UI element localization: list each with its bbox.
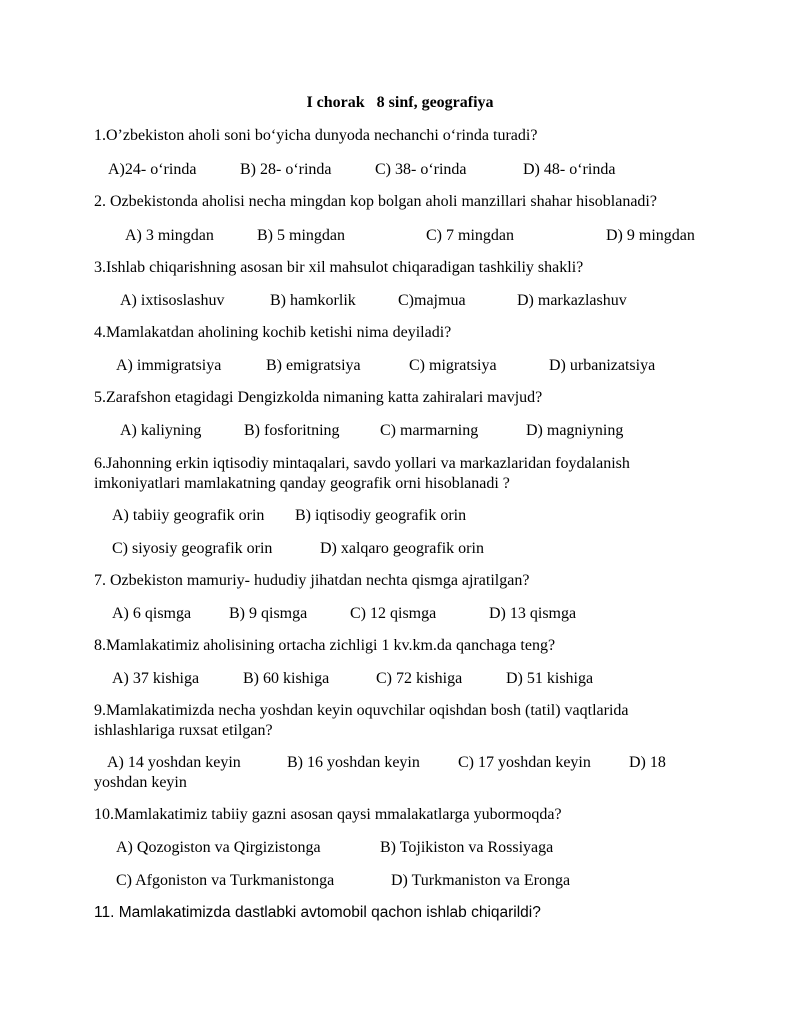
q3-option-c: C)majmua xyxy=(398,292,466,309)
q10-option-c: C) Afgoniston va Turkmanistonga xyxy=(116,872,335,889)
q4-option-d: D) urbanizatsiya xyxy=(549,357,656,374)
question-2: 2. Ozbekistonda aholisi necha mingdan kop bolgan aholi manzillari shahar hisoblanadi? xyxy=(94,193,657,210)
q10-option-b: B) Tojikiston va Rossiyaga xyxy=(380,839,554,856)
q2-option-a: A) 3 mingdan xyxy=(125,227,214,244)
q5-option-a: A) kaliyning xyxy=(120,422,202,439)
q6-option-d: D) xalqaro geografik orin xyxy=(320,540,484,557)
q9-option-d: D) 18 xyxy=(629,754,666,771)
question-1: 1.O’zbekiston aholi soni bo‘yicha dunyoda nechanchi o‘rinda turadi? xyxy=(94,127,538,144)
q7-option-d: D) 13 qismga xyxy=(489,605,577,622)
q5-option-c: C) marmarning xyxy=(380,422,479,439)
question-3: 3.Ishlab chiqarishning asosan bir xil mahsulot chiqaradigan tashkiliy shakli? xyxy=(94,259,584,276)
question-7: 7. Ozbekiston mamuriy- hududiy jihatdan nechta qismga ajratilgan? xyxy=(94,572,530,589)
question-4: 4.Mamlakatdan aholining kochib ketishi nima deyiladi? xyxy=(94,324,452,341)
q4-option-c: C) migratsiya xyxy=(409,357,497,374)
q9-option-c: C) 17 yoshdan keyin xyxy=(458,754,591,771)
question-9: 9.Mamlakatimizda necha yoshdan keyin oquvchilar oqishdan bosh (tatil) vaqtlarida ishlashlariga ruxsat etilgan? xyxy=(94,702,629,739)
q4-option-b: B) emigratsiya xyxy=(266,357,361,374)
q6-option-c: C) siyosiy geografik orin xyxy=(112,540,273,557)
q2-option-b: B) 5 mingdan xyxy=(257,227,345,244)
q8-option-b: B) 60 kishiga xyxy=(243,670,330,687)
q4-option-a: A) immigratsiya xyxy=(116,357,222,374)
q1-option-a: A)24- o‘rinda xyxy=(108,161,197,178)
q8-option-d: D) 51 kishiga xyxy=(506,670,594,687)
q5-option-d: D) magniyning xyxy=(526,422,624,439)
q1-option-b: B) 28- o‘rinda xyxy=(240,161,332,178)
question-8: 8.Mamlakatimiz aholisining ortacha zichligi 1 kv.km.da qanchaga teng? xyxy=(94,637,556,654)
q9-option-a: A) 14 yoshdan keyin xyxy=(107,754,241,771)
question-5: 5.Zarafshon etagidagi Dengizkolda nimaning katta zahiralari mavjud? xyxy=(94,389,543,406)
q9-option-d-continued: yoshdan keyin xyxy=(94,774,187,791)
q6-option-a: A) tabiiy geografik orin xyxy=(112,507,265,524)
q3-option-b: B) hamkorlik xyxy=(270,292,356,309)
question-10: 10.Mamlakatimiz tabiiy gazni asosan qaysi mmalakatlarga yubormoqda? xyxy=(94,806,562,823)
q1-option-c: C) 38- o‘rinda xyxy=(375,161,467,178)
q7-option-b: B) 9 qismga xyxy=(229,605,308,622)
q2-option-d: D) 9 mingdan xyxy=(606,227,695,244)
q10-option-a: A) Qozogiston va Qirgizistonga xyxy=(116,839,321,856)
q1-option-d: D) 48- o‘rinda xyxy=(523,161,616,178)
q9-option-b: B) 16 yoshdan keyin xyxy=(287,754,420,771)
q10-option-d: D) Turkmaniston va Eronga xyxy=(391,872,571,889)
q5-option-b: B) fosforitning xyxy=(244,422,340,439)
page-title: I chorak 8 sinf, geografiya xyxy=(306,94,494,111)
q8-option-a: A) 37 kishiga xyxy=(112,670,200,687)
q7-option-c: C) 12 qismga xyxy=(350,605,437,622)
question-6: 6.Jahonning erkin iqtisodiy mintaqalari, savdo yollari va markazlaridan foydalanish imkoniyatlari mamlakatning qanday geografik orni hisoblanadi ? xyxy=(94,455,630,492)
question-11: 11. Mamlakatimizda dastlabki avtomobil qachon ishlab chiqarildi? xyxy=(94,904,541,921)
q3-option-a: A) ixtisoslashuv xyxy=(120,292,225,309)
q3-option-d: D) markazlashuv xyxy=(517,292,627,309)
q8-option-c: C) 72 kishiga xyxy=(376,670,463,687)
q7-option-a: A) 6 qismga xyxy=(112,605,192,622)
q6-option-b: B) iqtisodiy geografik orin xyxy=(295,507,467,524)
q2-option-c: C) 7 mingdan xyxy=(426,227,514,244)
